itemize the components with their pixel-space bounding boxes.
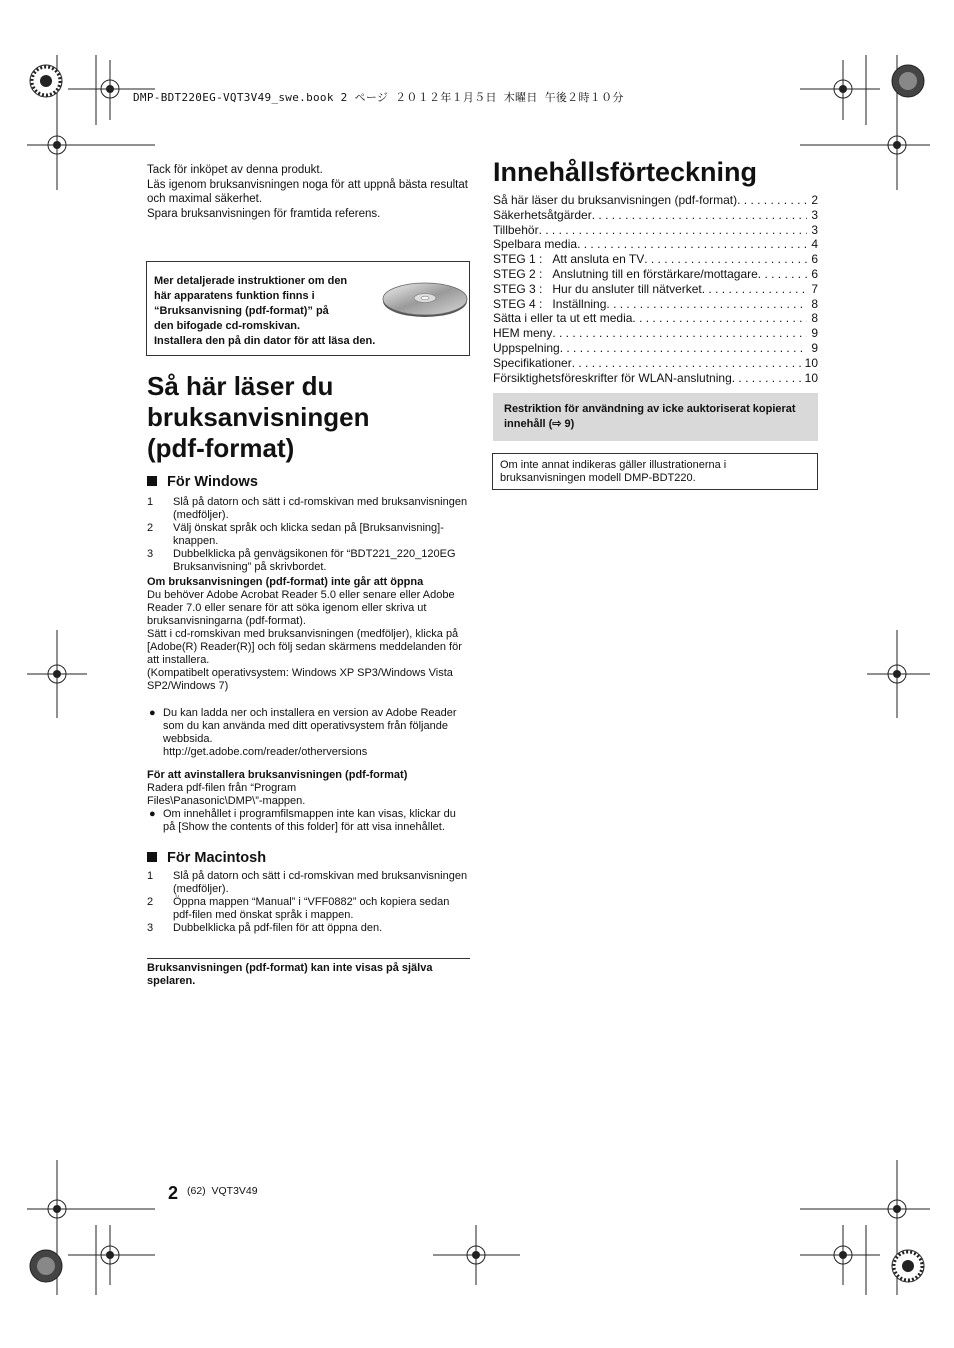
windows-section — [147, 474, 471, 834]
toc-dot-leader — [592, 208, 808, 223]
toc-entry-label — [493, 208, 592, 223]
cd-disc-icon — [381, 281, 469, 319]
intro-text — [147, 163, 477, 221]
step-number: 3 — [147, 922, 154, 934]
cd-info-line: Mer detaljerade instruktioner om den — [154, 275, 348, 287]
toc-page-number: 9 — [811, 340, 818, 355]
intro-line: Spara bruksanvisningen för framtida referens. — [147, 207, 381, 220]
toc-entry-label — [493, 371, 732, 386]
intro-line: Läs igenom bruksanvisningen noga för att uppnå bästa resultat och maximal säkerhet. — [147, 178, 468, 205]
toc-entry[interactable] — [493, 237, 818, 252]
cannot-open-text: Du behöver Adobe Acrobat Reader 5.0 eller senare eller Adobe Reader 7.0 eller senare för att söka igenom eller skriva ut bruksanvisningarna (pdf-format). — [147, 589, 455, 627]
step-number: 3 — [147, 548, 154, 560]
toc-step-label: STEG 3 : — [493, 281, 543, 296]
restriction-text: Restriktion för användning av icke auktoriserat kopierat innehåll (⇨ 9) — [504, 403, 796, 430]
pdf-guide-title — [147, 371, 477, 464]
cd-info-box — [146, 261, 470, 356]
windows-heading-text: För Windows — [167, 474, 258, 490]
toc-entry-label — [493, 297, 606, 312]
cannot-open-text: Sätt i cd-romskivan med bruksanvisningen (medföljer), klicka på [Adobe(R) Reader(R)] och följ sedan skärmens meddelanden för att installera. — [147, 628, 462, 666]
toc-step-label: STEG 1 : — [493, 252, 543, 267]
toc-entry[interactable] — [493, 282, 818, 297]
toc-entry-text: Försiktighetsföreskrifter för WLAN-anslutning — [493, 370, 732, 385]
toc-entry[interactable] — [493, 252, 818, 267]
toc-page-number: 3 — [811, 222, 818, 237]
cannot-open-block — [147, 576, 471, 693]
player-note: Bruksanvisningen (pdf-format) kan inte visas på själva spelaren. — [147, 962, 433, 987]
toc-entry-label — [493, 193, 737, 208]
model-note-box — [492, 453, 818, 490]
cd-info-line: den bifogade cd-romskivan. — [154, 320, 301, 332]
toc-dot-leader — [552, 326, 807, 341]
toc-dot-leader — [560, 341, 808, 356]
step-number: 2 — [147, 896, 154, 908]
toc-page-number: 8 — [811, 296, 818, 311]
toc-entry[interactable] — [493, 311, 818, 326]
toc-entry[interactable] — [493, 223, 818, 238]
toc-entry[interactable] — [493, 371, 818, 386]
toc-entry-label — [493, 223, 539, 238]
list-item — [147, 522, 471, 548]
toc-page-number: 2 — [811, 193, 818, 207]
toc-page-number: 10 — [804, 355, 818, 370]
toc-entry-text: Att ansluta en TV — [552, 252, 645, 267]
toc-entry-label — [493, 282, 702, 297]
toc-dot-leader — [702, 282, 808, 297]
list-item — [147, 896, 471, 922]
toc-entry[interactable] — [493, 193, 818, 208]
toc-entry-text: Så här läser du bruksanvisningen (pdf-format) — [493, 193, 738, 207]
uninstall-text: Radera pdf-filen från “Program Files\Panasonic\DMP\”-mappen. — [147, 782, 306, 807]
toc-entry-label — [493, 267, 758, 282]
list-item — [147, 496, 471, 522]
toc-page-number: 9 — [811, 326, 818, 341]
toc-entry[interactable] — [493, 267, 818, 282]
toc-entry-label — [493, 341, 560, 356]
uninstall-bullet-text: Om innehållet i programfilsmappen inte kan visas, klickar du på [Show the contents of this folder] för att visa innehållet. — [163, 808, 456, 833]
cannot-open-text: (Kompatibelt operativsystem: Windows XP SP3/Windows Vista SP2/Windows 7) — [147, 667, 453, 692]
toc-page-number: 7 — [811, 281, 818, 296]
model-note-text: Om inte annat indikeras gäller illustrationerna i bruksanvisningen modell DMP-BDT220. — [500, 459, 727, 484]
list-item — [147, 922, 471, 935]
step-text: Dubbelklicka på genvägsikonen för “BDT221_220_120EG Bruksanvisning” på skrivbordet. — [173, 548, 456, 573]
toc-entry-label — [493, 356, 572, 371]
cannot-open-heading: Om bruksanvisningen (pdf-format) inte går att öppna — [147, 576, 424, 588]
book-header-line: DMP-BDT220EG-VQT3V49_swe.book 2 ページ ２０１２年１月５日 木曜日 午後２時１０分 — [133, 91, 624, 104]
uninstall-bullet — [147, 808, 471, 834]
cd-info-line: Installera den på din dator för att läsa den. — [154, 335, 376, 347]
list-item — [147, 548, 471, 574]
toc-entry-text: Specifikationer — [493, 355, 572, 370]
cd-info-line: “Bruksanvisning (pdf-format)” på — [154, 305, 329, 317]
cd-info-line: här apparatens funktion finns i — [154, 290, 315, 302]
toc-title: Innehållsförteckning — [493, 157, 758, 187]
square-bullet-icon — [147, 852, 157, 862]
download-text: Du kan ladda ner och installera en version av Adobe Reader som du kan använda med ditt operativsystem från följande webbsida. — [163, 707, 457, 745]
toc-page-number: 10 — [804, 370, 818, 385]
page-code: (62) VQT3V49 — [187, 1185, 258, 1197]
bullet-dot-icon: ● — [149, 808, 156, 820]
mac-steps — [147, 870, 471, 935]
toc-dot-leader — [737, 193, 807, 208]
step-text: Slå på datorn och sätt i cd-romskivan med bruksanvisningen (medföljer). — [173, 496, 468, 521]
toc-entry[interactable] — [493, 356, 818, 371]
toc-page-number: 6 — [811, 252, 818, 267]
title-line: bruksanvisningen — [147, 402, 370, 432]
step-text: Välj önskat språk och klicka sedan på [Bruksanvisning]-knappen. — [173, 522, 444, 547]
uninstall-heading: För att avinstallera bruksanvisningen (pdf-format) — [147, 769, 408, 781]
step-number: 2 — [147, 522, 154, 534]
toc-page-number: 8 — [811, 311, 818, 326]
toc-dot-leader — [732, 371, 801, 386]
windows-steps — [147, 496, 471, 574]
toc-entry-text: Sätta i eller ta ut ett media — [493, 311, 633, 326]
section-divider — [147, 958, 470, 959]
title-line: Så här läser du — [147, 371, 334, 401]
mac-section — [147, 850, 471, 935]
cd-info-text — [154, 274, 394, 349]
step-number: 1 — [147, 870, 154, 882]
toc-entry-text: Hur du ansluter till nätverket — [552, 281, 702, 296]
toc-step-label: STEG 2 : — [493, 266, 543, 281]
toc-entry-label — [493, 237, 577, 252]
square-bullet-icon — [147, 476, 157, 486]
toc-dot-leader — [606, 297, 807, 312]
toc-dot-leader — [758, 267, 808, 282]
toc-entry-text: Spelbara media — [493, 237, 578, 252]
bullet-dot-icon: ● — [149, 707, 156, 719]
toc-page-number: 6 — [811, 266, 818, 281]
list-item — [147, 870, 471, 896]
toc-entry-text: Säkerhetsåtgärder — [493, 207, 592, 222]
toc-dot-leader — [572, 356, 801, 371]
toc-entry[interactable] — [493, 341, 818, 356]
page-number: 2 — [168, 1183, 179, 1203]
uninstall-block — [147, 769, 471, 808]
download-url[interactable]: http://get.adobe.com/reader/otherversions — [163, 746, 368, 758]
toc-entry-text: Anslutning till en förstärkare/mottagare — [552, 266, 758, 281]
mac-heading-text: För Macintosh — [167, 850, 267, 866]
step-text: Dubbelklicka på pdf-filen för att öppna den. — [173, 922, 383, 934]
toc-dot-leader — [632, 311, 807, 326]
toc-entry-label — [493, 326, 552, 341]
step-number: 1 — [147, 496, 154, 508]
toc-entry[interactable] — [493, 297, 818, 312]
toc-entry[interactable] — [493, 208, 818, 223]
toc-dot-leader — [577, 237, 807, 252]
intro-line: Tack för inköpet av denna produkt. — [147, 164, 323, 176]
toc-dot-leader — [539, 223, 808, 238]
toc-entry-text: Uppspelning — [493, 340, 560, 355]
title-line: (pdf-format) — [147, 433, 295, 463]
toc-dot-leader — [644, 252, 807, 267]
step-text: Slå på datorn och sätt i cd-romskivan med bruksanvisningen (medföljer). — [173, 870, 468, 895]
toc-page-number: 3 — [811, 207, 818, 222]
toc-entry-text: Tillbehör — [493, 222, 539, 237]
toc-entry-text: HEM meny — [493, 326, 553, 341]
toc-page-number: 4 — [811, 237, 818, 252]
step-text: Öppna mappen “Manual” i “VFF0882” och kopiera sedan pdf-filen med önskat språk i mappen. — [173, 896, 450, 921]
toc-step-label: STEG 4 : — [493, 296, 543, 311]
toc-entry-label — [493, 311, 632, 326]
toc-entry-text: Inställning — [552, 296, 607, 311]
toc-entry[interactable] — [493, 326, 818, 341]
toc-entry-label — [493, 252, 644, 267]
restriction-box — [493, 393, 818, 441]
download-bullet — [147, 707, 471, 759]
windows-heading — [147, 474, 471, 490]
mac-heading — [147, 850, 471, 866]
table-of-contents — [493, 193, 818, 385]
